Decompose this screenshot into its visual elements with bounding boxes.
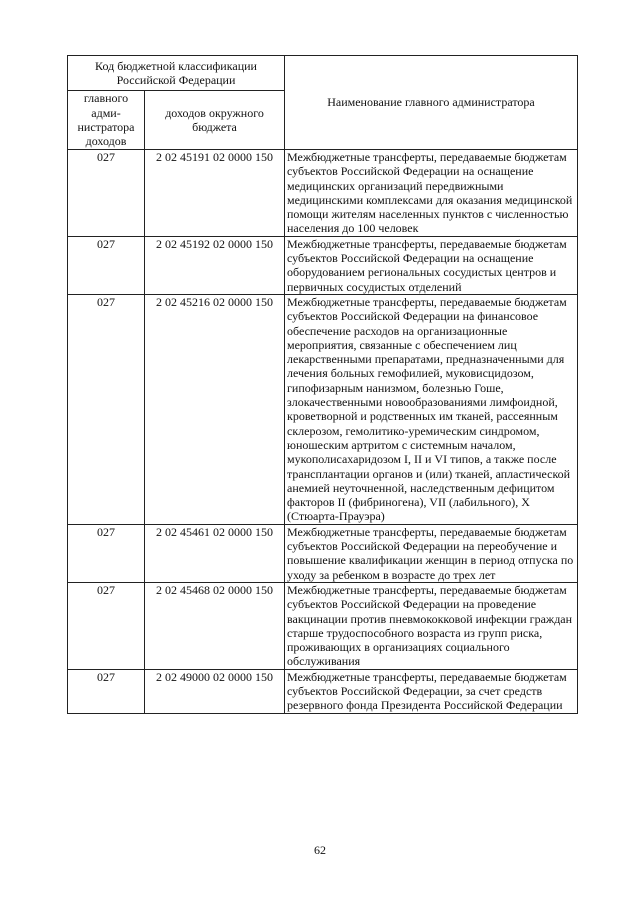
budget-code-cell: 2 02 45192 02 0000 150 xyxy=(145,236,285,294)
budget-code-cell: 2 02 45216 02 0000 150 xyxy=(145,294,285,524)
admin-name-cell: Межбюджетные трансферты, передаваемые бюджетам субъектов Российской Федерации на переобучение и повышение квалификации женщин в период отпуска по уходу за ребенком в возрасте до трех лет xyxy=(285,524,578,582)
admin-code-cell: 027 xyxy=(68,294,145,524)
table-row xyxy=(68,669,578,713)
admin-code-cell: 027 xyxy=(68,236,145,294)
admin-name-cell: Межбюджетные трансферты, передаваемые бюджетам субъектов Российской Федерации на оснащение медицинских организаций передвижными медицинскими комплексами для оказания медицинской помощи жителям населенных пунктов с численностью населения до 100 человек xyxy=(285,150,578,237)
table-row xyxy=(68,582,578,669)
admin-code-cell: 027 xyxy=(68,524,145,582)
table-row xyxy=(68,294,578,524)
admin-name-cell: Межбюджетные трансферты, передаваемые бюджетам субъектов Российской Федерации на финансовое обеспечение расходов на организационные мероприятия, связанные с обеспечением лиц лекарственными препаратами, предназначенными для лечения больных гемофилией, муковисцидозом, гипофизарным нанизмом, болезнью Гоше, злокачественными новообразованиями лимфоидной, кроветворной и родственных им тканей, рассеянным склерозом, гемолитико-уремическим синдромом, юношеским артритом с системным началом, мукополисахаридозом I, II и VI типов, а также после трансплантации органов и (или) тканей, апластической анемией неуточненной, наследственным дефицитом факторов II (фибриногена), VII (лабильного), X (Стюарта-Прауэра) xyxy=(285,294,578,524)
table-row xyxy=(68,236,578,294)
budget-classification-table xyxy=(67,55,578,714)
admin-code-cell: 027 xyxy=(68,150,145,237)
budget-code-cell: 2 02 49000 02 0000 150 xyxy=(145,669,285,713)
table-row xyxy=(68,150,578,237)
header-col-name: Наименование главного администратора xyxy=(285,56,578,150)
admin-code-cell: 027 xyxy=(68,582,145,669)
admin-name-cell: Межбюджетные трансферты, передаваемые бюджетам субъектов Российской Федерации на проведение вакцинации против пневмококковой инфекции граждан старше трудоспособного возраста из групп риска, проживающих в организациях социального обслуживания xyxy=(285,582,578,669)
budget-code-cell: 2 02 45461 02 0000 150 xyxy=(145,524,285,582)
admin-name-cell: Межбюджетные трансферты, передаваемые бюджетам субъектов Российской Федерации на оснащение оборудованием региональных сосудистых центров и первичных сосудистых отделений xyxy=(285,236,578,294)
budget-code-cell: 2 02 45468 02 0000 150 xyxy=(145,582,285,669)
admin-name-cell: Межбюджетные трансферты, передаваемые бюджетам субъектов Российской Федерации, за счет средств резервного фонда Президента Российской Федерации xyxy=(285,669,578,713)
header-col-code: доходов окружного бюджета xyxy=(145,91,285,150)
header-row-1 xyxy=(68,56,578,91)
admin-code-cell: 027 xyxy=(68,669,145,713)
budget-code-cell: 2 02 45191 02 0000 150 xyxy=(145,150,285,237)
page-number: 62 xyxy=(314,843,326,857)
header-group-title: Код бюджетной классификации Российской Федерации xyxy=(68,56,285,91)
table-row xyxy=(68,524,578,582)
header-col-admin: главного адми-нистратора доходов xyxy=(68,91,145,150)
